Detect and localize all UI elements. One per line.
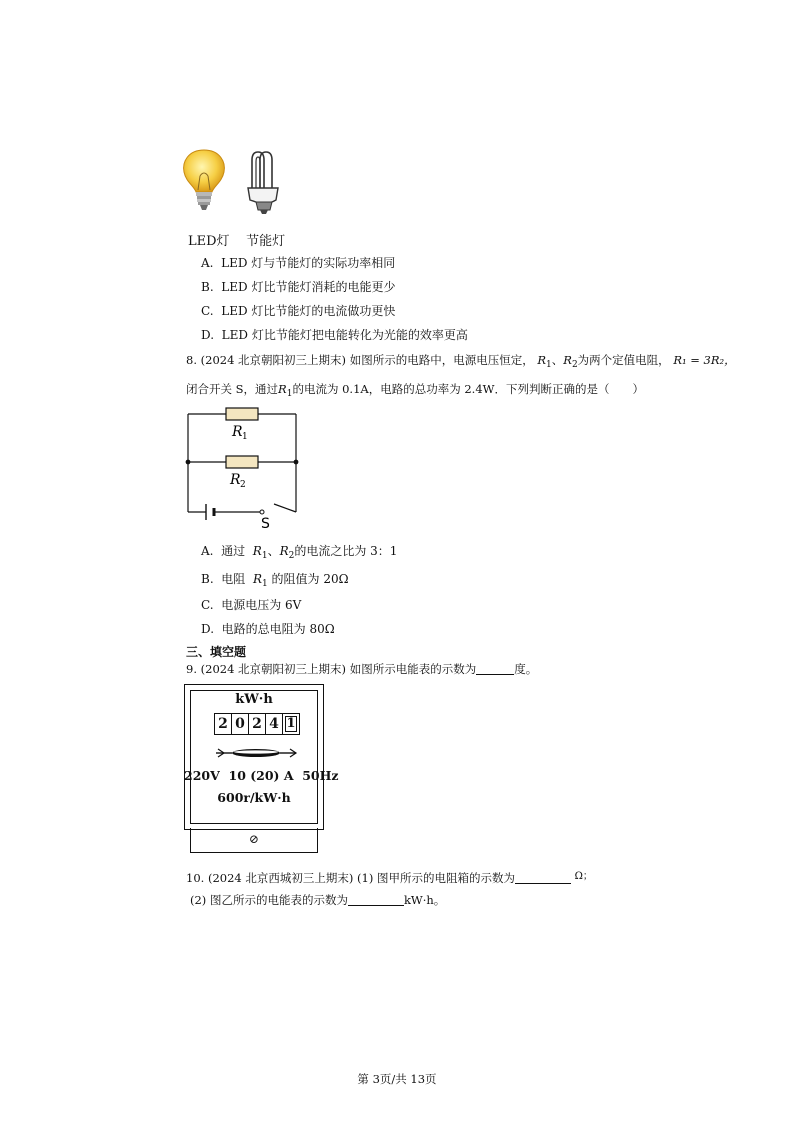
- led-bulb-image: [184, 150, 225, 210]
- circuit-wire-bottom: [188, 504, 296, 512]
- electricity-meter: [184, 684, 339, 854]
- lamps-figure: [180, 148, 290, 220]
- meter-digit: 0: [232, 713, 249, 735]
- lamps-caption: LED灯 节能灯: [188, 234, 286, 249]
- q8-stem-line2: 闭合开关 S，通过$R_1$的电流为 0.1A，电路的总功率为 2.4W．下列判断正确的是（ ）: [186, 382, 644, 399]
- q7-option-a[interactable]: A. LED 灯与节能灯的实际功率相同: [201, 256, 396, 270]
- q8-option-d[interactable]: D. 电路的总电阻为 80Ω: [201, 622, 335, 636]
- label-r2-sub: 2: [240, 480, 246, 490]
- energy-saving-lamp-image: [248, 152, 278, 214]
- q9-answer-blank[interactable]: [476, 662, 514, 675]
- resistor-r1: [226, 408, 258, 420]
- battery-symbol: [206, 504, 214, 520]
- q9-stem: 9. (2024 北京朝阳初三上期末) 如图所示电能表的示数为 度。: [186, 662, 538, 676]
- page-number: 第 3页/共 13页: [357, 1072, 437, 1086]
- meter-screw-icon: ⊘: [190, 828, 318, 853]
- q7-option-b[interactable]: B. LED 灯比节能灯消耗的电能更少: [201, 280, 396, 294]
- q7-option-c[interactable]: C. LED 灯比节能灯的电流做功更快: [201, 304, 396, 318]
- meter-digit: 2: [214, 713, 232, 735]
- junction-dot: [186, 460, 191, 465]
- meter-unit: kW·h: [235, 692, 273, 707]
- label-r1-sub: 1: [242, 432, 248, 442]
- junction-dot: [294, 460, 299, 465]
- q7-option-d[interactable]: D. LED 灯比节能灯把电能转化为光能的效率更高: [201, 328, 468, 342]
- q10-answer-blank-1[interactable]: [515, 871, 571, 884]
- meter-disc-indicator: [214, 746, 298, 760]
- q8-option-b[interactable]: B. 电阻 $R_1$ 的阻值为 20Ω: [201, 572, 349, 589]
- q10-answer-blank-2[interactable]: [348, 893, 404, 906]
- meter-digit: 4: [266, 713, 283, 735]
- meter-digit-decimal: 1: [283, 713, 300, 735]
- q10-part1: 10. (2024 北京西城初三上期末) (1) 图甲所示的电阻箱的示数为 Ω；: [186, 871, 593, 885]
- meter-dial: [214, 713, 300, 735]
- q8-stem-line1: 8. (2024 北京朝阳初三上期末) 如图所示的电路中，电源电压恒定， $R_1$、$R_2$为两个定值电阻， R₁ = 3R₂，: [186, 353, 736, 370]
- meter-revolutions: 600r/kW·h: [217, 790, 291, 805]
- resistor-r2: [226, 456, 258, 468]
- q8-option-a[interactable]: A. 通过 $R_1$、$R_2$的电流之比为 3：1: [201, 544, 398, 561]
- q10-part2: (2) 图乙所示的电能表的示数为 kW·h。: [190, 893, 446, 907]
- q8-option-c[interactable]: C. 电源电压为 6V: [201, 598, 302, 612]
- label-switch: S: [261, 516, 270, 532]
- label-r1: R: [232, 424, 243, 440]
- q8-circuit-diagram: [182, 404, 302, 532]
- switch-contact: [260, 510, 264, 514]
- section-title: 三、填空题: [186, 645, 247, 659]
- meter-spec: 220V 10 (20) A 50Hz: [184, 768, 339, 783]
- label-r2: R: [230, 472, 241, 488]
- meter-digit: 2: [249, 713, 266, 735]
